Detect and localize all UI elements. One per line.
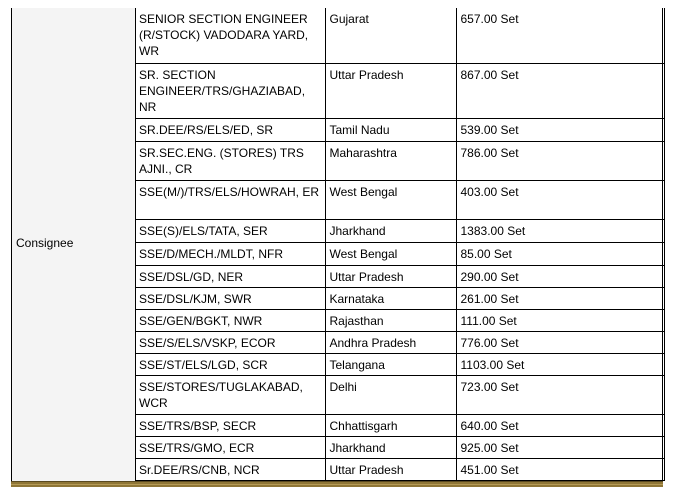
quantity-cell: 786.00 Set bbox=[456, 141, 664, 180]
table-row bbox=[135, 180, 664, 219]
state-cell: Andhra Pradesh bbox=[325, 331, 456, 353]
consignee-table bbox=[135, 8, 665, 481]
quantity-cell: 290.00 Set bbox=[456, 265, 664, 287]
state-cell: Uttar Pradesh bbox=[325, 458, 456, 480]
table-row bbox=[135, 219, 664, 242]
consignee-cell: SSE/STORES/TUGLAKABAD, WCR bbox=[135, 375, 325, 414]
table-row bbox=[135, 331, 664, 353]
quantity-cell: 539.00 Set bbox=[456, 118, 664, 141]
table-row bbox=[135, 414, 664, 436]
state-cell: Maharashtra bbox=[325, 141, 456, 180]
state-cell: Chhattisgarh bbox=[325, 414, 456, 436]
state-cell: West Bengal bbox=[325, 180, 456, 219]
consignee-cell: SSE/DSL/GD, NER bbox=[135, 265, 325, 287]
quantity-cell: 776.00 Set bbox=[456, 331, 664, 353]
state-cell: Karnataka bbox=[325, 287, 456, 309]
consignee-cell: SSE(M/)/TRS/ELS/HOWRAH, ER bbox=[135, 180, 325, 219]
consignee-cell: SSE/DSL/KJM, SWR bbox=[135, 287, 325, 309]
state-cell: Telangana bbox=[325, 353, 456, 375]
state-cell: Gujarat bbox=[325, 8, 456, 63]
quantity-cell: 925.00 Set bbox=[456, 436, 664, 458]
state-cell: Uttar Pradesh bbox=[325, 63, 456, 118]
consignee-cell: SR. SECTION ENGINEER/TRS/GHAZIABAD, NR bbox=[135, 63, 325, 118]
consignee-cell: SSE/ST/ELS/LGD, SCR bbox=[135, 353, 325, 375]
quantity-cell: 111.00 Set bbox=[456, 309, 664, 331]
table-row bbox=[135, 8, 664, 63]
footer-divider bbox=[11, 481, 663, 487]
state-cell: Uttar Pradesh bbox=[325, 265, 456, 287]
table-row bbox=[135, 63, 664, 118]
quantity-cell: 1103.00 Set bbox=[456, 353, 664, 375]
quantity-cell: 451.00 Set bbox=[456, 458, 664, 480]
consignee-table-frame bbox=[11, 8, 663, 481]
table-row bbox=[135, 242, 664, 265]
quantity-cell: 640.00 Set bbox=[456, 414, 664, 436]
table-row bbox=[135, 265, 664, 287]
consignee-cell: SSE(S)/ELS/TATA, SER bbox=[135, 219, 325, 242]
consignee-cell: Sr.DEE/RS/CNB, NCR bbox=[135, 458, 325, 480]
state-cell: West Bengal bbox=[325, 242, 456, 265]
table-row bbox=[135, 141, 664, 180]
state-cell: Rajasthan bbox=[325, 309, 456, 331]
table-row bbox=[135, 118, 664, 141]
consignee-label-cell bbox=[12, 8, 136, 481]
consignee-cell: SENIOR SECTION ENGINEER (R/STOCK) VADODARA YARD, WR bbox=[135, 8, 325, 63]
quantity-cell: 867.00 Set bbox=[456, 63, 664, 118]
quantity-cell: 85.00 Set bbox=[456, 242, 664, 265]
quantity-cell: 403.00 Set bbox=[456, 180, 664, 219]
quantity-cell: 261.00 Set bbox=[456, 287, 664, 309]
consignee-cell: SSE/D/MECH./MLDT, NFR bbox=[135, 242, 325, 265]
consignee-cell: SSE/S/ELS/VSKP, ECOR bbox=[135, 331, 325, 353]
table-row bbox=[135, 375, 664, 414]
state-cell: Jharkhand bbox=[325, 436, 456, 458]
consignee-cell: SSE/TRS/GMO, ECR bbox=[135, 436, 325, 458]
state-cell: Delhi bbox=[325, 375, 456, 414]
consignee-cell: SR.SEC.ENG. (STORES) TRS AJNI., CR bbox=[135, 141, 325, 180]
table-row bbox=[135, 458, 664, 480]
quantity-cell: 723.00 Set bbox=[456, 375, 664, 414]
table-row bbox=[135, 287, 664, 309]
consignee-cell: SSE/TRS/BSP, SECR bbox=[135, 414, 325, 436]
consignee-label: Consignee bbox=[16, 236, 74, 250]
table-row bbox=[135, 353, 664, 375]
table-row bbox=[135, 436, 664, 458]
quantity-cell: 1383.00 Set bbox=[456, 219, 664, 242]
state-cell: Tamil Nadu bbox=[325, 118, 456, 141]
quantity-cell: 657.00 Set bbox=[456, 8, 664, 63]
table-row bbox=[135, 309, 664, 331]
consignee-cell: SR.DEE/RS/ELS/ED, SR bbox=[135, 118, 325, 141]
consignee-cell: SSE/GEN/BGKT, NWR bbox=[135, 309, 325, 331]
state-cell: Jharkhand bbox=[325, 219, 456, 242]
